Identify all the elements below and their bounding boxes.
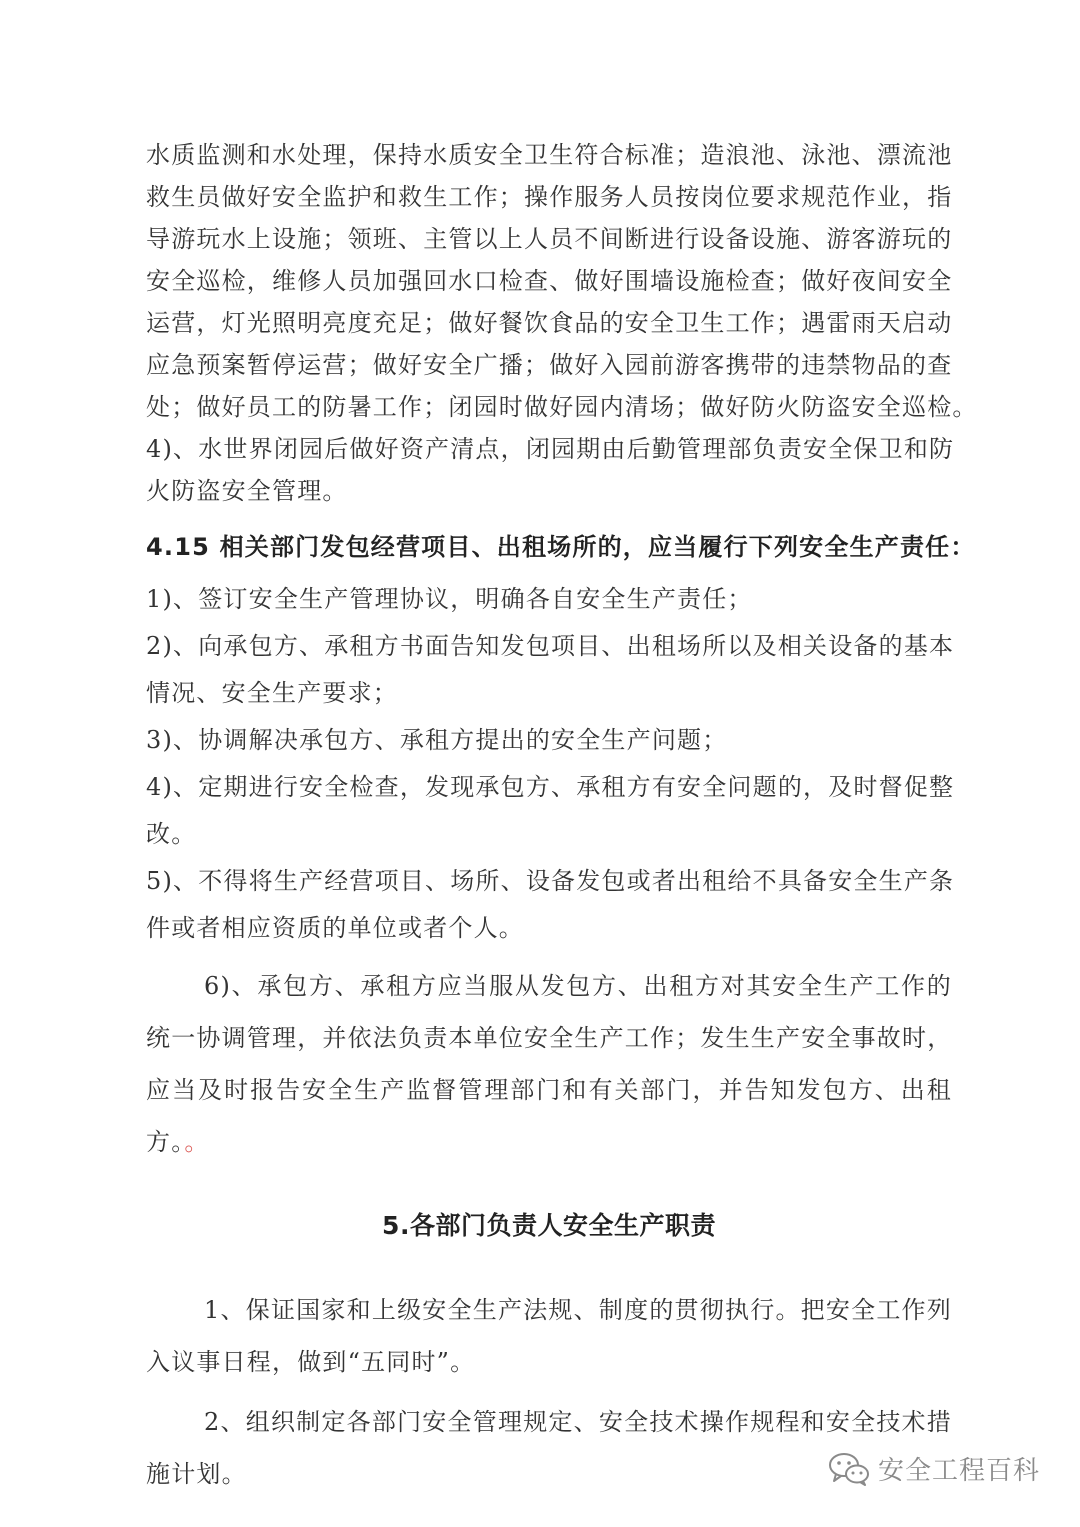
list-item: 4)、定期进行安全检查，发现承包方、承租方有安全问题的，及时督促整 — [146, 773, 955, 801]
watermark-text: 安全工程百科 — [877, 1456, 1040, 1486]
list-item-closing-duties — [146, 428, 955, 512]
list-item: 1)、签订安全生产管理协议，明确各自安全生产责任； — [146, 585, 753, 613]
list-item: 5)、不得将生产经营项目、场所、设备发包或者出租给不具备安全生产条 — [146, 867, 955, 895]
list-item-continued: 统一协调管理，并依法负责本单位安全生产工作；发生生产安全事故时， — [146, 1024, 953, 1052]
text-line: 救生员做好安全监护和救生工作；操作服务人员按岗位要求规范作业，指 — [146, 183, 953, 211]
paragraph-water-world-duties — [146, 134, 978, 428]
source-watermark — [828, 1450, 1040, 1487]
paragraph-line: 入议事日程，做到“五同时”。 — [146, 1348, 476, 1376]
text-line: 安全巡检，维修人员加强回水口检查、做好围墙设施检查；做好夜间安全 — [146, 267, 953, 295]
wechat-icon — [828, 1452, 870, 1486]
text-line: 水质监测和水处理，保持水质安全卫生符合标准；造浪池、泳池、漂流池 — [146, 141, 953, 169]
text-line: 导游玩水上设施；领班、主管以上人员不间断进行设备设施、游客游玩的 — [146, 225, 953, 253]
text-span: 方。 — [146, 1128, 185, 1156]
paragraph-line: 施计划。 — [146, 1460, 247, 1488]
red-period-mark: 。 — [184, 1128, 210, 1156]
section-heading-4-15: 4.15 相关部门发包经营项目、出租场所的，应当履行下列安全生产责任： — [146, 533, 976, 561]
text-line: 火防盗安全管理。 — [146, 477, 348, 505]
list-item: 3)、协调解决承包方、承租方提出的安全生产问题； — [146, 726, 728, 754]
list-item-continued: 改。 — [146, 820, 197, 848]
section-title-5: 5.各部门负责人安全生产职责 — [382, 1211, 716, 1240]
text-line: 运营，灯光照明亮度充足；做好餐饮食品的安全卫生工作；遇雷雨天启动 — [146, 309, 953, 337]
text-line: 4)、水世界闭园后做好资产清点，闭园期由后勤管理部负责安全保卫和防 — [146, 435, 955, 463]
list-item-continued: 件或者相应资质的单位或者个人。 — [146, 914, 524, 942]
text-line: 处；做好员工的防暑工作；闭园时做好园内清场；做好防火防盗安全巡检。 — [146, 393, 978, 421]
list-item-continued — [146, 1116, 952, 1168]
list-item: 2)、向承包方、承租方书面告知发包项目、出租场所以及相关设备的基本 — [146, 632, 955, 660]
list-item-continued: 应当及时报告安全生产监督管理部门和有关部门，并告知发包方、出租 — [146, 1076, 952, 1104]
text-line: 应急预案暂停运营；做好安全广播；做好入园前游客携带的违禁物品的查 — [146, 351, 953, 379]
list-item-continued: 情况、安全生产要求； — [146, 679, 398, 707]
list-item: 6)、承包方、承租方应当服从发包方、出租方对其安全生产工作的 — [204, 972, 952, 1000]
paragraph-line: 2、组织制定各部门安全管理规定、安全技术操作规程和安全技术措 — [204, 1408, 952, 1436]
list-4-15 — [146, 576, 955, 1168]
paragraph-line: 1、保证国家和上级安全生产法规、制度的贯彻执行。把安全工作列 — [204, 1296, 952, 1324]
